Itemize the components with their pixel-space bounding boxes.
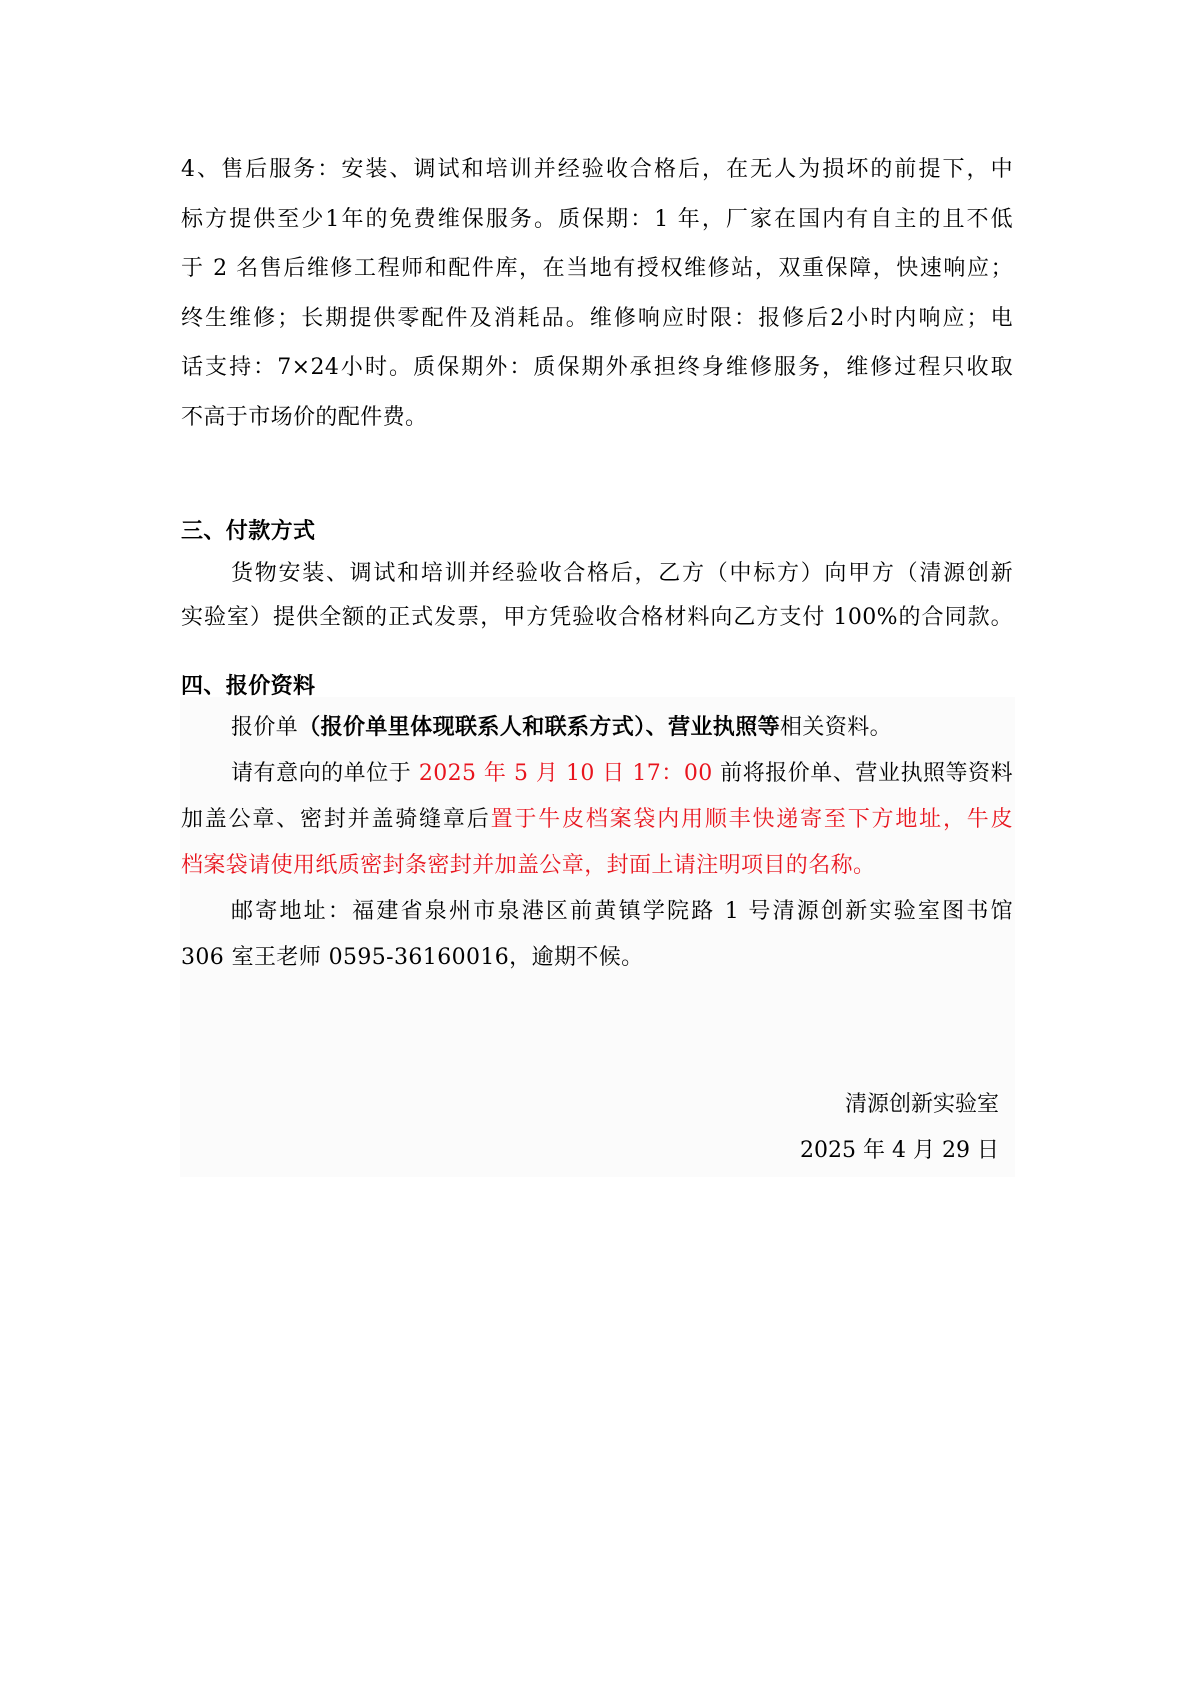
- quote-requirement: [231, 712, 1013, 744]
- deadline-date: 2025 年 5 月 10 日 17：00: [418, 761, 713, 786]
- seal-prefix: 加盖公章、密封并盖骑缝章后: [181, 807, 491, 832]
- service-line-5: 话支持：7×24小时。质保期外：质保期外承担终身维修服务，维修过程只收取: [181, 355, 1013, 380]
- service-line-1: 4、售后服务：安装、调试和培训并经验收合格后，在无人为损坏的前提下，中: [181, 157, 1013, 182]
- service-line-6: 不高于市场价的配件费。: [181, 405, 428, 430]
- seal-red: 置于牛皮档案袋内用顺丰快递寄至下方地址，牛皮: [490, 807, 1014, 832]
- quote-req-prefix: 报价单: [231, 715, 299, 740]
- service-line-4: 终生维修；长期提供零配件及消耗品。维修响应时限：报修后2小时内响应；电: [181, 306, 1013, 331]
- quote-bag-line: 档案袋请使用纸质密封条密封并加盖公章，封面上请注明项目的名称。: [181, 853, 876, 878]
- payment-heading: 三、付款方式: [181, 519, 316, 544]
- deadline-prefix: 请有意向的单位于: [231, 761, 419, 786]
- quote-req-suffix: 相关资料。: [780, 715, 893, 740]
- service-line-2: 标方提供至少1年的免费维保服务。质保期：1 年，厂家在国内有自主的且不低: [181, 207, 1013, 232]
- service-line-3: 于 2 名售后维修工程师和配件库，在当地有授权维修站，双重保障，快速响应；: [181, 256, 1013, 281]
- quote-deadline: [231, 758, 1013, 790]
- address-line-2: 306 室王老师 0595-36160016，逾期不候。: [181, 945, 644, 970]
- payment-line-1: 货物安装、调试和培训并经验收合格后，乙方（中标方）向甲方（清源创新: [231, 561, 1013, 586]
- quote-heading: 四、报价资料: [181, 674, 316, 699]
- quote-req-bold: （报价单里体现联系人和联系方式）、营业执照等: [298, 715, 781, 740]
- signature-org: 清源创新实验室: [844, 1092, 999, 1117]
- quote-seal-line: [181, 804, 1013, 836]
- signature-date: 2025 年 4 月 29 日: [800, 1138, 999, 1163]
- deadline-suffix: 前将报价单、营业执照等资料: [712, 761, 1013, 786]
- payment-line-2: 实验室）提供全额的正式发票，甲方凭验收合格材料向乙方支付 100%的合同款。: [181, 605, 1013, 630]
- address-line-1: 邮寄地址：福建省泉州市泉港区前黄镇学院路 1 号清源创新实验室图书馆: [231, 899, 1013, 924]
